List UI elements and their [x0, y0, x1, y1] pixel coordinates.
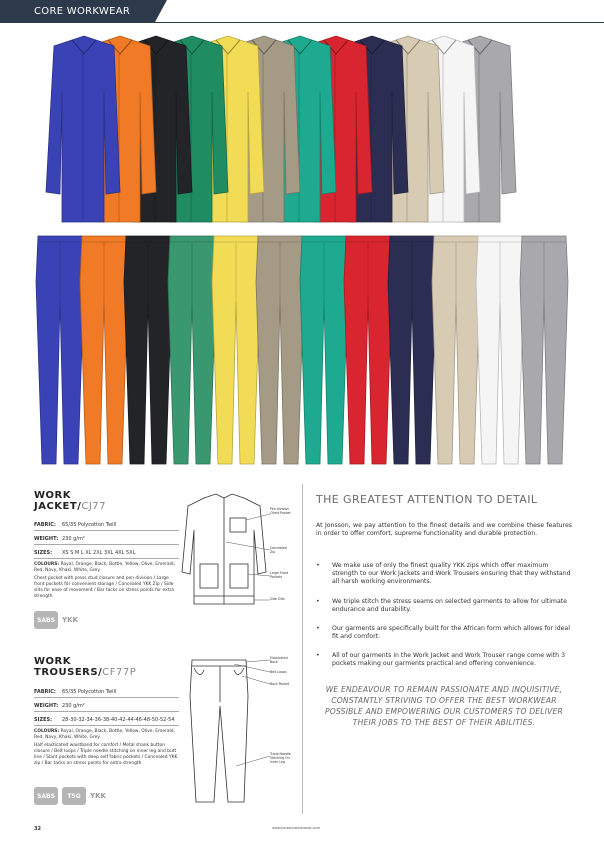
- jacket-features: Chest pocket with press stud closure and pen division / Large front pockets for convenient storage / Concealed YKK Zip / Side slits for ease of movement / Bar tacks on stress points for extra strength: [34, 576, 174, 599]
- bullet-item: • We make use of only the finest quality YKK zips which offer maximum strength to our Work Jackets and Work Trousers ensuring that they withstand all harsh working environments.: [316, 562, 571, 586]
- ykk-logo: YKK: [62, 616, 78, 624]
- jacket-weight: WEIGHT: 230 g/m²: [34, 533, 179, 545]
- bullet-item: • Our garments are specifically built for the African form which allows for ideal fit and comfort.: [316, 625, 570, 641]
- footer-url: www.jonssonworkwear.com: [272, 826, 321, 830]
- mission-quote: WE ENDEAVOUR TO REMAIN PASSIONATE AND INQUISITIVE, CONSTANTLY STRIVING TO OFFER THE BEST WORKWEAR POSSIBLE AND EMPOWERING OUR CUSTOMERS TO DELIVER THEIR JOBS TO THE BEST OF THEIR ABILITIES.: [324, 685, 564, 727]
- trousers-garment: [256, 236, 304, 464]
- workwear-product-photo: [34, 32, 574, 472]
- trousers-garment: [300, 236, 348, 464]
- callout-elasticated-back: Elasticated Back: [270, 656, 288, 664]
- trousers-garment: [124, 236, 172, 464]
- jacket-line-drawing: [174, 492, 270, 612]
- sabs-logo: SABS: [34, 611, 58, 629]
- trousers-colours: COLOURS: Royal, Orange, Black, Bottle, Yellow, Olive, Emerald, Red, Navy, Khaki, White, Grey: [34, 729, 175, 740]
- callout-front-pockets: Large Front Pockets: [270, 571, 289, 579]
- jacket-logos: [34, 611, 78, 629]
- trousers-fabric: FABRIC: 65/35 Polycotton Twill: [34, 686, 179, 698]
- trousers-garment: [36, 236, 84, 464]
- trousers-garment: [388, 236, 436, 464]
- callout-pen-division: Pen division Chest Pocket: [270, 507, 291, 515]
- page-number: 32: [34, 826, 41, 832]
- jacket-title: WORK JACKET/CJ77: [34, 490, 107, 512]
- callout-side-slits: Side Slits: [270, 597, 285, 601]
- callout-belt-loops: Belt Loops: [270, 670, 287, 674]
- jacket-colours: COLOURS: Royal, Orange, Black, Bottle, Yellow, Olive, Emerald, Red, Navy, Khaki, White, Grey: [34, 562, 175, 573]
- trousers-title: WORK TROUSERS/CF77P: [34, 656, 137, 678]
- trousers-garment: [80, 236, 128, 464]
- detail-heading: THE GREATEST ATTENTION TO DETAIL: [316, 493, 538, 506]
- trousers-garment: [476, 236, 524, 464]
- sabs-logo: SABS: [34, 787, 58, 805]
- callout-concealed-zip: Concealed Zip: [270, 546, 287, 554]
- trousers-features: Half elasticated waistband for comfort / Metal shank button closure / Belt loops / Triple needle stitching on inner leg and butt line / Slant pockets with deep self fabric pockets / Concealed YKK zip / Bar tacks on stress points for extra strength: [34, 743, 178, 766]
- trousers-sizes: SIZES: 28-30-32-34-36-38-40-42-44-46-48-50-52-54: [34, 714, 179, 726]
- bullet-item: • We triple stitch the stress seams on selected garments to allow for ultimate endurance and durability.: [316, 598, 567, 614]
- trousers-garment: [520, 236, 568, 464]
- trousers-logos: [34, 787, 106, 805]
- trousers-garment: [212, 236, 260, 464]
- section-title: CORE WORKWEAR: [34, 6, 131, 17]
- trousers-garment: [432, 236, 480, 464]
- trousers-weight: WEIGHT: 230 g/m²: [34, 700, 179, 712]
- callout-back-pocket: Back Pocket: [270, 682, 290, 686]
- trousers-line-drawing: [174, 656, 270, 806]
- column-divider: [302, 484, 303, 814]
- trousers-garment: [168, 236, 216, 464]
- trousers-garment: [344, 236, 392, 464]
- ykk-logo: YKK: [90, 792, 106, 800]
- jacket-fabric: FABRIC: 65/35 Polycotton Twill: [34, 519, 179, 531]
- callout-triple-stitching: Triple Needle Stitching On Inner Leg: [270, 752, 291, 764]
- header-rule: [0, 22, 604, 23]
- jacket-sizes: SIZES: XS S M L XL 2XL 3XL 4XL 5XL: [34, 547, 179, 559]
- detail-intro: At Jonsson, we pay attention to the finest details and we combine these features in order to offer comfort, supreme functionality and durable protection.: [316, 522, 572, 538]
- tsg-logo: TSG: [62, 787, 86, 805]
- bullet-item: • All of our garments in the Work Jacket and Work Trouser range come with 3 pockets making our garments practical and offering convenience.: [316, 652, 565, 668]
